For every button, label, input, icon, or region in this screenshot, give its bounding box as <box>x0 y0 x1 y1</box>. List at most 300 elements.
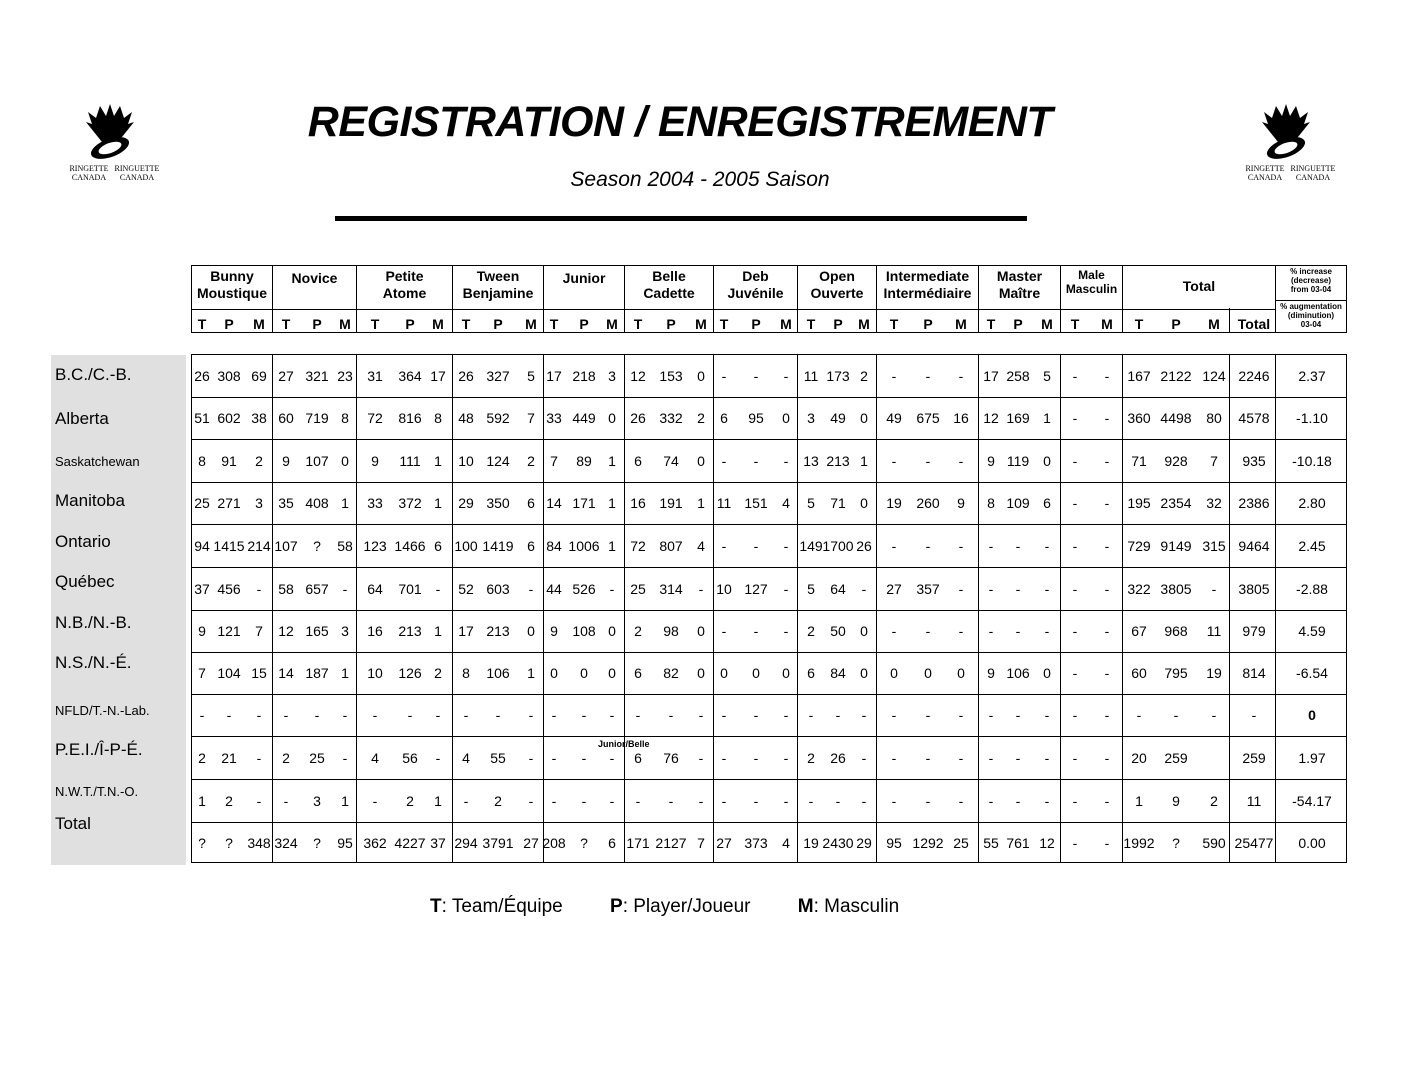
table-cell: 0 <box>782 410 790 426</box>
table-cell: - <box>753 707 759 723</box>
table-cell: - <box>1015 623 1021 639</box>
table-cell: 14 <box>546 495 562 511</box>
table-cell: 0 <box>860 495 868 511</box>
table-cell: 12 <box>983 410 999 426</box>
table-cell: - <box>1015 792 1021 809</box>
table-cell: - <box>958 623 964 639</box>
table-cell: 928 <box>1164 452 1188 469</box>
table-cell: - <box>925 537 931 554</box>
column-subheader: P <box>493 316 503 332</box>
table-cell: 729 <box>1127 537 1151 554</box>
logo-caption <box>1234 164 1344 182</box>
province-label: Total <box>55 814 91 833</box>
table-cell: 52 <box>458 580 474 597</box>
column-subheader: M <box>432 316 444 332</box>
table-cell: 0 <box>341 452 349 469</box>
province-label: Saskatchewan <box>55 454 140 469</box>
table-cell: 9464 <box>1238 537 1270 554</box>
group-name: Petite Atome <box>382 268 427 301</box>
table-cell: 9 <box>987 665 995 681</box>
group-name: Bunny Moustique <box>197 268 267 301</box>
maple-leaf-ringette-icon <box>1234 102 1344 164</box>
legend-team <box>430 896 563 917</box>
table-cell: - <box>721 368 727 384</box>
table-cell: 104 <box>217 665 241 681</box>
table-cell: 8 <box>198 452 206 469</box>
table-cell: 675 <box>916 410 940 426</box>
table-cell: 100 <box>454 537 478 554</box>
table-cell: 1992 <box>1123 835 1155 851</box>
column-subheader: P <box>751 316 761 332</box>
row-divider <box>192 610 1346 611</box>
table-cell: 2127 <box>655 835 687 851</box>
table-cell: 4578 <box>1238 410 1270 426</box>
table-cell: - <box>1104 452 1110 469</box>
column-subheader: M <box>858 316 870 332</box>
table-cell: - <box>698 749 704 766</box>
row-divider <box>192 694 1346 695</box>
table-cell: 55 <box>490 749 506 766</box>
column-subheader: T <box>197 316 207 332</box>
table-cell: 16 <box>367 623 383 639</box>
table-cell: 10 <box>367 665 383 681</box>
table-cell: 449 <box>572 410 596 426</box>
table-cell: - <box>783 792 789 809</box>
column-subheader: M <box>780 316 792 332</box>
table-cell: 408 <box>305 495 329 511</box>
table-cell: - <box>1104 749 1110 766</box>
table-cell: 701 <box>398 580 422 597</box>
table-cell: - <box>1044 792 1050 809</box>
table-cell: 44 <box>546 580 562 597</box>
table-cell: 119 <box>1006 452 1030 469</box>
table-cell: 127 <box>744 580 768 597</box>
table-cell: - <box>753 537 759 554</box>
table-cell: 151 <box>744 495 768 511</box>
table-cell: 6 <box>1043 495 1051 511</box>
column-subheader: P <box>224 316 234 332</box>
table-cell: - <box>528 580 534 597</box>
column-subheader: T <box>806 316 816 332</box>
table-cell: 4 <box>462 749 470 766</box>
row-divider <box>192 779 1346 780</box>
table-cell: - <box>1015 707 1021 723</box>
table-cell: - <box>1044 580 1050 597</box>
table-cell: - <box>609 749 615 766</box>
table-cell: -2.88 <box>1296 580 1328 597</box>
table-cell: - <box>1072 749 1078 766</box>
table-cell: 6 <box>634 452 642 469</box>
table-cell: 2430 <box>822 835 854 851</box>
table-cell: 3791 <box>482 835 514 851</box>
table-cell: 10 <box>458 452 474 469</box>
table-cell: - <box>698 707 704 723</box>
table-cell: - <box>721 749 727 766</box>
table-cell: - <box>199 707 205 723</box>
row-divider <box>192 567 1346 568</box>
table-cell: - <box>1173 707 1179 723</box>
row-divider <box>192 439 1346 440</box>
table-cell: -6.54 <box>1296 665 1328 681</box>
table-cell: 27 <box>886 580 902 597</box>
table-cell: - <box>581 707 587 723</box>
column-divider <box>876 355 877 862</box>
table-cell: 1 <box>608 452 616 469</box>
table-cell: 25477 <box>1234 835 1274 851</box>
table-cell: 25 <box>953 835 969 851</box>
logo-word: CANADA <box>1295 173 1331 182</box>
row-divider <box>192 822 1346 823</box>
table-cell: 17 <box>546 368 562 384</box>
table-cell: 0 <box>860 410 868 426</box>
table-cell: 19 <box>1206 665 1222 681</box>
table-cell: 9 <box>987 452 995 469</box>
group-header <box>272 265 356 333</box>
table-cell: 25 <box>194 495 210 511</box>
table-cell: 14 <box>278 665 294 681</box>
province-label: NFLD/T.-N.-Lab. <box>55 703 150 718</box>
table-cell: - <box>581 792 587 809</box>
column-subheader: Total <box>1237 316 1271 332</box>
table-cell: 360 <box>1127 410 1151 426</box>
header-divider <box>357 309 452 310</box>
table-cell: 80 <box>1206 410 1222 426</box>
table-cell: 16 <box>953 410 969 426</box>
group-header <box>797 265 876 333</box>
table-cell: 27 <box>523 835 539 851</box>
table-cell: - <box>1211 707 1217 723</box>
table-cell: - <box>835 707 841 723</box>
table-cell: - <box>721 707 727 723</box>
table-cell: 0 <box>550 665 558 681</box>
table-cell: ? <box>313 835 321 851</box>
column-subheader: T <box>370 316 380 332</box>
table-cell: 153 <box>659 368 683 384</box>
header-divider <box>453 309 543 310</box>
table-cell: - <box>551 707 557 723</box>
row-divider <box>192 736 1346 737</box>
table-cell: 5 <box>1043 368 1051 384</box>
table-cell: - <box>256 580 262 597</box>
province-label: N.S./N.-É. <box>55 653 132 672</box>
table-cell: 0 <box>697 665 705 681</box>
table-cell: 1 <box>434 495 442 511</box>
table-cell: 84 <box>546 537 562 554</box>
table-cell: 50 <box>830 623 846 639</box>
table-cell: - <box>958 792 964 809</box>
group-header <box>543 265 624 333</box>
table-cell: 0 <box>860 623 868 639</box>
table-cell: - <box>925 452 931 469</box>
table-cell: - <box>435 707 441 723</box>
table-cell: - <box>372 792 378 809</box>
column-subheader: P <box>1171 316 1181 332</box>
group-name: Open Ouverte <box>810 268 864 301</box>
column-subheader: T <box>889 316 899 332</box>
column-divider <box>1122 355 1123 862</box>
table-cell: 187 <box>305 665 329 681</box>
table-cell: - <box>1072 665 1078 681</box>
column-subheader: T <box>549 316 559 332</box>
table-cell: 1 <box>1043 410 1051 426</box>
table-cell: 372 <box>398 495 422 511</box>
column-divider <box>356 355 357 862</box>
header-divider <box>544 309 624 310</box>
table-cell: 0 <box>697 623 705 639</box>
table-cell: 33 <box>367 495 383 511</box>
table-cell: - <box>958 707 964 723</box>
table-cell: - <box>551 749 557 766</box>
table-cell: 2 <box>282 749 290 766</box>
column-divider <box>272 355 273 862</box>
table-cell: 1006 <box>568 537 600 554</box>
table-cell: 6 <box>634 665 642 681</box>
header-divider <box>1229 308 1230 333</box>
table-cell: 1 <box>341 665 349 681</box>
table-cell: - <box>861 580 867 597</box>
table-cell: 11 <box>716 495 732 511</box>
table-cell: - <box>698 792 704 809</box>
legend-male <box>798 896 899 917</box>
group-name: Intermediate Intermédiaire <box>883 268 972 301</box>
table-cell: - <box>925 749 931 766</box>
group-header <box>978 265 1060 333</box>
table-cell: 5 <box>527 368 535 384</box>
table-cell: 124 <box>1202 368 1226 384</box>
table-cell: - <box>1044 707 1050 723</box>
table-cell: 1419 <box>482 537 514 554</box>
table-cell: 2246 <box>1238 368 1270 384</box>
logo-word: RINGUETTE <box>1290 164 1336 173</box>
column-subheader: P <box>405 316 415 332</box>
table-cell: - <box>783 707 789 723</box>
row-divider <box>192 524 1346 525</box>
column-subheader: M <box>1041 316 1053 332</box>
header-divider <box>979 309 1060 310</box>
header-divider <box>192 309 272 310</box>
table-cell: 2354 <box>1160 495 1192 511</box>
table-cell: - <box>668 792 674 809</box>
table-cell: 602 <box>217 410 241 426</box>
table-cell: - <box>891 749 897 766</box>
registration-table <box>191 354 1347 863</box>
table-cell: 6 <box>527 495 535 511</box>
table-cell: - <box>783 452 789 469</box>
table-cell: 0 <box>608 665 616 681</box>
table-cell: 25 <box>309 749 325 766</box>
table-cell: 1.97 <box>1298 749 1326 766</box>
table-cell: 2122 <box>1160 368 1192 384</box>
table-cell: 20 <box>1131 749 1147 766</box>
table-cell: 64 <box>830 580 846 597</box>
table-cell: 123 <box>363 537 387 554</box>
table-cell: - <box>1104 792 1110 809</box>
table-cell: 6 <box>527 537 535 554</box>
table-cell: - <box>283 707 289 723</box>
table-cell: 0 <box>697 368 705 384</box>
table-cell: - <box>1015 537 1021 554</box>
column-divider <box>543 355 544 862</box>
table-cell: 0 <box>1308 707 1316 723</box>
table-cell: 165 <box>305 623 329 639</box>
table-cell: 0 <box>527 623 535 639</box>
row-divider <box>192 397 1346 398</box>
table-cell: 8 <box>987 495 995 511</box>
table-cell: 89 <box>576 452 592 469</box>
table-cell: - <box>1044 623 1050 639</box>
table-cell: - <box>1072 410 1078 426</box>
table-cell: 19 <box>886 495 902 511</box>
table-cell: 1 <box>608 495 616 511</box>
column-subheader: T <box>719 316 729 332</box>
header-divider <box>877 309 978 310</box>
column-subheader: T <box>1134 316 1144 332</box>
table-cell: - <box>988 537 994 554</box>
table-cell: 13 <box>803 452 819 469</box>
table-cell: 2.80 <box>1298 495 1326 511</box>
table-cell: 6 <box>720 410 728 426</box>
table-cell: - <box>753 368 759 384</box>
table-cell: 26 <box>856 537 872 554</box>
column-subheader: P <box>923 316 933 332</box>
table-cell: - <box>609 792 615 809</box>
table-cell: 17 <box>983 368 999 384</box>
table-cell: - <box>668 707 674 723</box>
table-cell: - <box>891 452 897 469</box>
table-cell: - <box>256 749 262 766</box>
table-cell: - <box>1072 452 1078 469</box>
table-cell: 214 <box>247 537 271 554</box>
table-cell: 2.45 <box>1298 537 1326 554</box>
column-subheader: T <box>633 316 643 332</box>
table-cell: - <box>891 707 897 723</box>
column-divider <box>1229 355 1230 862</box>
table-cell: 16 <box>630 495 646 511</box>
column-divider <box>978 355 979 862</box>
table-cell: - <box>342 749 348 766</box>
table-cell: - <box>581 749 587 766</box>
table-cell: 111 <box>399 452 421 469</box>
table-cell: 213 <box>826 452 850 469</box>
column-subheader: T <box>1070 316 1080 332</box>
maple-leaf-ringette-icon <box>58 102 168 164</box>
table-cell: 49 <box>830 410 846 426</box>
table-cell: 33 <box>546 410 562 426</box>
table-cell: - <box>314 707 320 723</box>
table-cell: 37 <box>430 835 446 851</box>
table-cell: - <box>988 707 994 723</box>
table-cell: 0 <box>890 665 898 681</box>
table-cell: 7 <box>697 835 705 851</box>
table-cell: 173 <box>826 368 850 384</box>
table-cell: - <box>861 749 867 766</box>
table-cell: - <box>721 792 727 809</box>
table-cell: 2 <box>807 623 815 639</box>
table-cell: - <box>783 537 789 554</box>
table-cell: ? <box>198 835 206 851</box>
table-cell: 0 <box>1043 665 1051 681</box>
table-cell: 191 <box>659 495 683 511</box>
table-cell: 171 <box>572 495 596 511</box>
logo-word: RINGETTE <box>69 164 109 173</box>
column-divider <box>624 355 625 862</box>
table-cell: 327 <box>486 368 510 384</box>
header-divider <box>273 309 356 310</box>
percent-header-en: % increase (decrease) from 03-04 <box>1290 267 1332 294</box>
table-cell: 15 <box>251 665 267 681</box>
table-cell: 2 <box>807 749 815 766</box>
table-cell: -54.17 <box>1292 792 1332 809</box>
table-cell: 29 <box>458 495 474 511</box>
table-cell: 935 <box>1242 452 1266 469</box>
table-cell: 456 <box>217 580 241 597</box>
table-cell: - <box>609 580 615 597</box>
table-cell: 1700 <box>822 537 854 554</box>
column-subheader: P <box>579 316 589 332</box>
table-cell: 1415 <box>213 537 245 554</box>
table-cell: - <box>1072 707 1078 723</box>
group-header <box>1122 265 1275 333</box>
group-header <box>452 265 543 333</box>
table-cell: 94 <box>194 537 210 554</box>
column-divider <box>1060 355 1061 862</box>
table-cell: 171 <box>626 835 650 851</box>
table-cell: 27 <box>716 835 732 851</box>
legend <box>430 896 990 918</box>
table-cell: 332 <box>659 410 683 426</box>
table-cell: 82 <box>663 665 679 681</box>
table-cell: - <box>958 452 964 469</box>
table-cell: - <box>988 580 994 597</box>
legend-key: T <box>430 896 442 917</box>
table-cell: 38 <box>251 410 267 426</box>
table-cell: - <box>1044 537 1050 554</box>
table-cell: - <box>721 452 727 469</box>
percent-header-fr: % augmentation (diminution) 03-04 <box>1280 302 1342 329</box>
table-cell: - <box>958 580 964 597</box>
table-cell: - <box>256 792 262 809</box>
table-cell: - <box>342 580 348 597</box>
group-name: Novice <box>291 270 338 286</box>
table-cell: 315 <box>1202 537 1226 554</box>
table-cell: 17 <box>430 368 446 384</box>
table-cell: - <box>1015 580 1021 597</box>
table-cell: 590 <box>1202 835 1226 851</box>
table-cell: 348 <box>247 835 271 851</box>
table-cell: - <box>551 792 557 809</box>
logo-caption <box>58 164 168 182</box>
table-cell: 0 <box>608 623 616 639</box>
group-name: Male Masculin <box>1065 268 1118 296</box>
table-cell: - <box>1072 368 1078 384</box>
table-cell: 8 <box>341 410 349 426</box>
table-cell: 10 <box>716 580 732 597</box>
table-cell: - <box>958 749 964 766</box>
column-divider <box>452 355 453 862</box>
table-cell: 106 <box>1006 665 1030 681</box>
table-cell: - <box>721 623 727 639</box>
table-cell: - <box>891 623 897 639</box>
table-cell: - <box>988 792 994 809</box>
table-cell: 126 <box>398 665 422 681</box>
table-cell: 91 <box>221 452 237 469</box>
group-header <box>876 265 978 333</box>
table-cell: 5 <box>807 580 815 597</box>
table-cell: 76 <box>663 749 679 766</box>
table-cell: 4 <box>697 537 705 554</box>
table-cell: 37 <box>194 580 210 597</box>
table-cell: 26 <box>458 368 474 384</box>
